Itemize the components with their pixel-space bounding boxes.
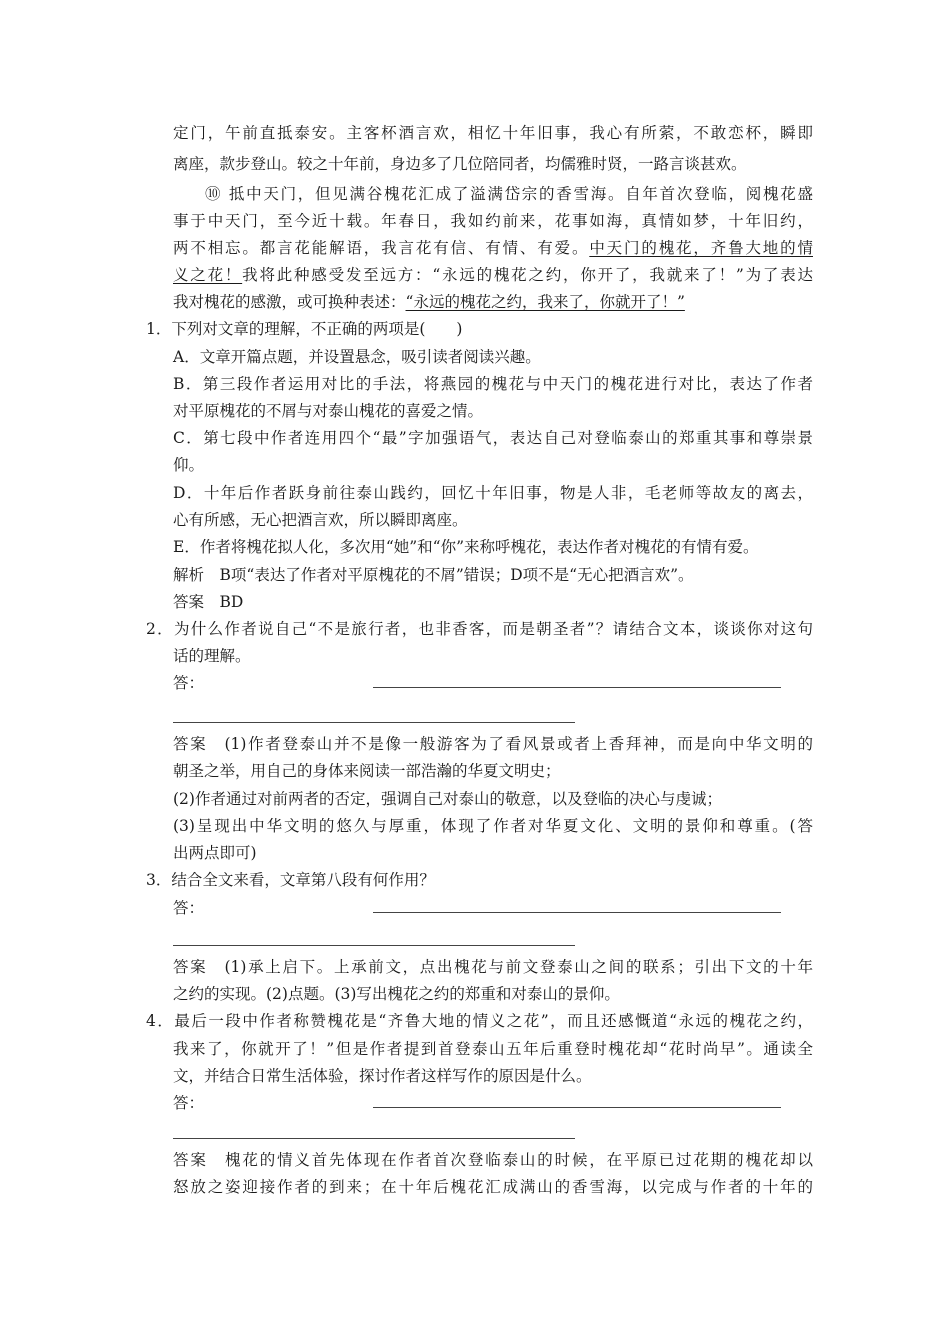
passage-line: ⑩ 抵中天门，但见满谷槐花汇成了溢满岱宗的香雪海。自年首次登临，阅槐花盛 <box>205 185 813 203</box>
question-4-stem-cont: 文，并结合日常生活体验，探讨作者这样写作的原因是什么。 <box>173 1067 592 1085</box>
q3-answer: 答案 (1)承上启下。上承前文，点出槐花与前文登泰山之间的联系；引出下文的十年 <box>173 958 813 976</box>
q2-answer-cont: 朝圣之举，用自己的身体来阅读一部浩瀚的华夏文明史； <box>173 762 561 780</box>
q2-answer-cont: (2)作者通过对前两者的否定，强调自己对泰山的敬意，以及登临的决心与虔诚； <box>173 790 722 808</box>
q1-option-c: C．第七段中作者连用四个“最”字加强语气，表达自己对登临泰山的郑重其事和尊崇景 <box>173 429 813 447</box>
q1-option-b-cont: 对平原槐花的不屑与对泰山槐花的喜爱之情。 <box>173 402 484 420</box>
q4-answer-cont: 怒放之姿迎接作者的到来；在十年后槐花汇成满山的香雪海，以完成与作者的十年的 <box>173 1178 813 1196</box>
q1-analysis: 解析 B项“表达了作者对平原槐花的不屑”错误；D项不是“无心把酒言欢”。 <box>173 566 694 584</box>
q1-option-a: A．文章开篇点题，并设置悬念，吸引读者阅读兴趣。 <box>173 348 541 366</box>
q1-option-b: B．第三段作者运用对比的手法，将燕园的槐花与中天门的槐花进行对比，表达了作者 <box>173 375 813 393</box>
answer-line[interactable] <box>173 722 575 723</box>
answer-line[interactable] <box>373 1107 781 1108</box>
passage-text: 两不相忘。都言花能解语，我言花有信、有情、有爱。 <box>173 239 590 257</box>
q2-answer-cont: 出两点即可) <box>173 844 257 862</box>
passage-line <box>173 265 813 285</box>
q3-answer-cont: 之约的实现。(2)点题。(3)写出槐花之约的郑重和对泰山的景仰。 <box>173 985 620 1003</box>
passage-line: 事于中天门，至今近十载。年春日，我如约前来，花事如海，真情如梦，十年旧约， <box>173 212 813 230</box>
answer-line[interactable] <box>173 945 575 946</box>
q4-answer: 答案 槐花的情义首先体现在作者首次登临泰山的时候，在平原已过花期的槐花却以 <box>173 1151 813 1169</box>
answer-label: 答： <box>173 1094 205 1112</box>
q1-answer: 答案 BD <box>173 593 244 611</box>
q2-answer-cont: (3)呈现出中华文明的悠久与厚重，体现了作者对华夏文化、文明的景仰和尊重。(答 <box>173 817 813 835</box>
q3-answer-row <box>173 898 613 918</box>
question-2-stem-cont: 话的理解。 <box>173 647 251 665</box>
answer-line[interactable] <box>173 1138 575 1139</box>
passage-line: 定门，午前直抵泰安。主客杯酒言欢，相忆十年旧事，我心有所萦，不敢恋杯，瞬即 <box>173 124 813 142</box>
q1-option-d-cont: 心有所感，无心把酒言欢，所以瞬即离座。 <box>173 511 468 529</box>
q4-answer-row <box>173 1093 613 1113</box>
answer-label: 答： <box>173 899 205 917</box>
answer-line[interactable] <box>373 687 781 688</box>
passage-text: 我对槐花的感激，或可换种表述： <box>173 293 406 311</box>
q1-option-d: D．十年后作者跃身前往泰山践约，回忆十年旧事，物是人非，毛老师等故友的离去， <box>173 484 813 502</box>
q2-answer: 答案 (1)作者登泰山并不是像一般游客为了看风景或者上香拜神，而是向中华文明的 <box>173 735 813 753</box>
answer-line[interactable] <box>373 912 781 913</box>
passage-line <box>173 238 813 258</box>
underlined-sentence: “永远的槐花之约，我来了，你就开了！” <box>405 293 685 311</box>
passage-text: 我将此种感受发至远方：“永远的槐花之约，你开了，我就来了！”为了表达 <box>242 266 813 284</box>
passage-line: 离座，款步登山。较之十年前，身边多了几位陪同者，均儒雅时贤，一路言谈甚欢。 <box>173 155 747 173</box>
question-4-stem-cont: 我来了，你就开了！”但是作者提到首登泰山五年后重登时槐花却“花时尚早”。通读全 <box>173 1040 813 1058</box>
question-3-stem: 3．结合全文来看，文章第八段有何作用？ <box>146 871 435 889</box>
answer-label: 答： <box>173 674 205 692</box>
underlined-sentence: 中天门的槐花，齐鲁大地的情 <box>589 239 813 257</box>
question-1-stem: 1．下列对文章的理解，不正确的两项是( ) <box>146 320 463 338</box>
passage-line <box>173 292 813 312</box>
underlined-sentence: 义之花！ <box>173 266 243 284</box>
q1-option-e: E．作者将槐花拟人化，多次用“她”和“你”来称呼槐花，表达作者对槐花的有情有爱。 <box>173 538 759 556</box>
q1-option-c-cont: 仰。 <box>173 456 205 474</box>
question-4-stem: 4．最后一段中作者称赞槐花是“齐鲁大地的情义之花”，而且还感慨道“永远的槐花之约， <box>146 1012 813 1030</box>
question-2-stem: 2．为什么作者说自己“不是旅行者，也非香客，而是朝圣者”？请结合文本，谈谈你对这句 <box>146 620 813 638</box>
q2-answer-row <box>173 673 613 693</box>
